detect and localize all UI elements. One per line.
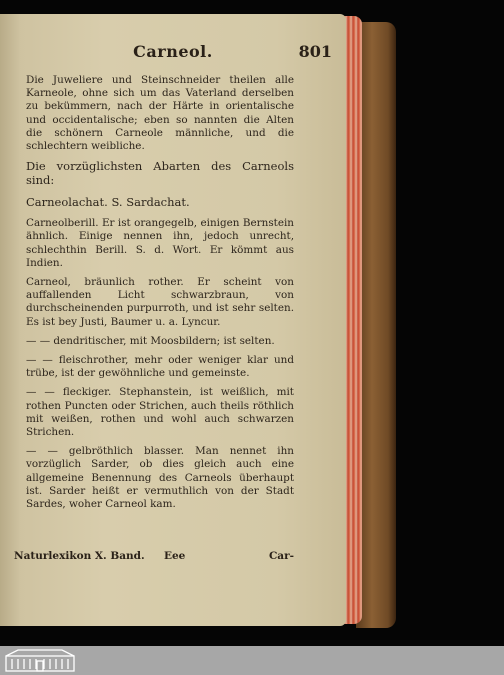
entry-braunlich-rother: Carneol, bräunlich rother. Er scheint von auffallenden Licht schwarzbraun, von durchscheinenden purpurroth, und ist sehr selten. Es ist bey Justi, Baumer u. a. Lyncur. <box>26 276 294 328</box>
entry-dendritischer: — — dendritischer, mit Moosbildern; ist selten. <box>26 334 275 347</box>
footer-catchword: Car- <box>268 550 294 562</box>
entry-carneolberill: Carneolberill. Er ist orangegelb, einigen Bernstein ähnlich. Einige nennen ihn, jedoch unrecht, schlechthin Berill. S. d. Wort. Er kömmt aus Indien. <box>26 217 294 269</box>
page-footer <box>14 550 294 570</box>
page-title: Carneol. <box>133 42 213 61</box>
library-building-icon <box>4 648 76 673</box>
entry-fleischrother: — — fleischrother, mehr oder weniger klar und trübe, ist der gewöhnliche und gemeinste. <box>26 354 294 380</box>
entry-fleckiger: — — fleckiger. Stephanstein, ist weißlich, mit rothen Puncten oder Strichen, auch theils röthlich mit weißen, rothen und wohl auch schwarzen Strichen. <box>26 386 294 439</box>
entry-carneolachat: Carneolachat. S. Sardachat. <box>26 195 190 210</box>
footer-volume: Naturlexikon X. Band. <box>14 550 145 562</box>
book-cover-edge <box>356 22 396 628</box>
page-body <box>26 74 294 517</box>
paragraph-varieties-heading: Die vorzüglichsten Abarten des Carneols sind: <box>26 159 294 188</box>
paragraph-intro: Die Juweliere und Steinschneider theilen alle Karneole, ohne sich um das Vaterland derselben zu bekümmern, nach der Härte in orientalische und occidentalische; eben so nannten die Alten die schönern Carneole männliche, und die schlechtern weibliche. <box>26 74 294 153</box>
entry-gelbrothlich-blasser: — — gelbröthlich blasser. Man nennet ihn vorzüglich Sarder, ob dies gleich auch eine allgemeine Benennung des Carneols überhaupt ist. Sarder heißt er vermuthlich von der Stadt Sardes, woher Carneol kam. <box>26 445 294 511</box>
page-number: 801 <box>298 42 332 61</box>
footer-signature: Eee <box>164 550 186 562</box>
page-header <box>14 42 332 68</box>
book-page <box>0 14 346 626</box>
viewer-footer-bar <box>0 646 504 675</box>
